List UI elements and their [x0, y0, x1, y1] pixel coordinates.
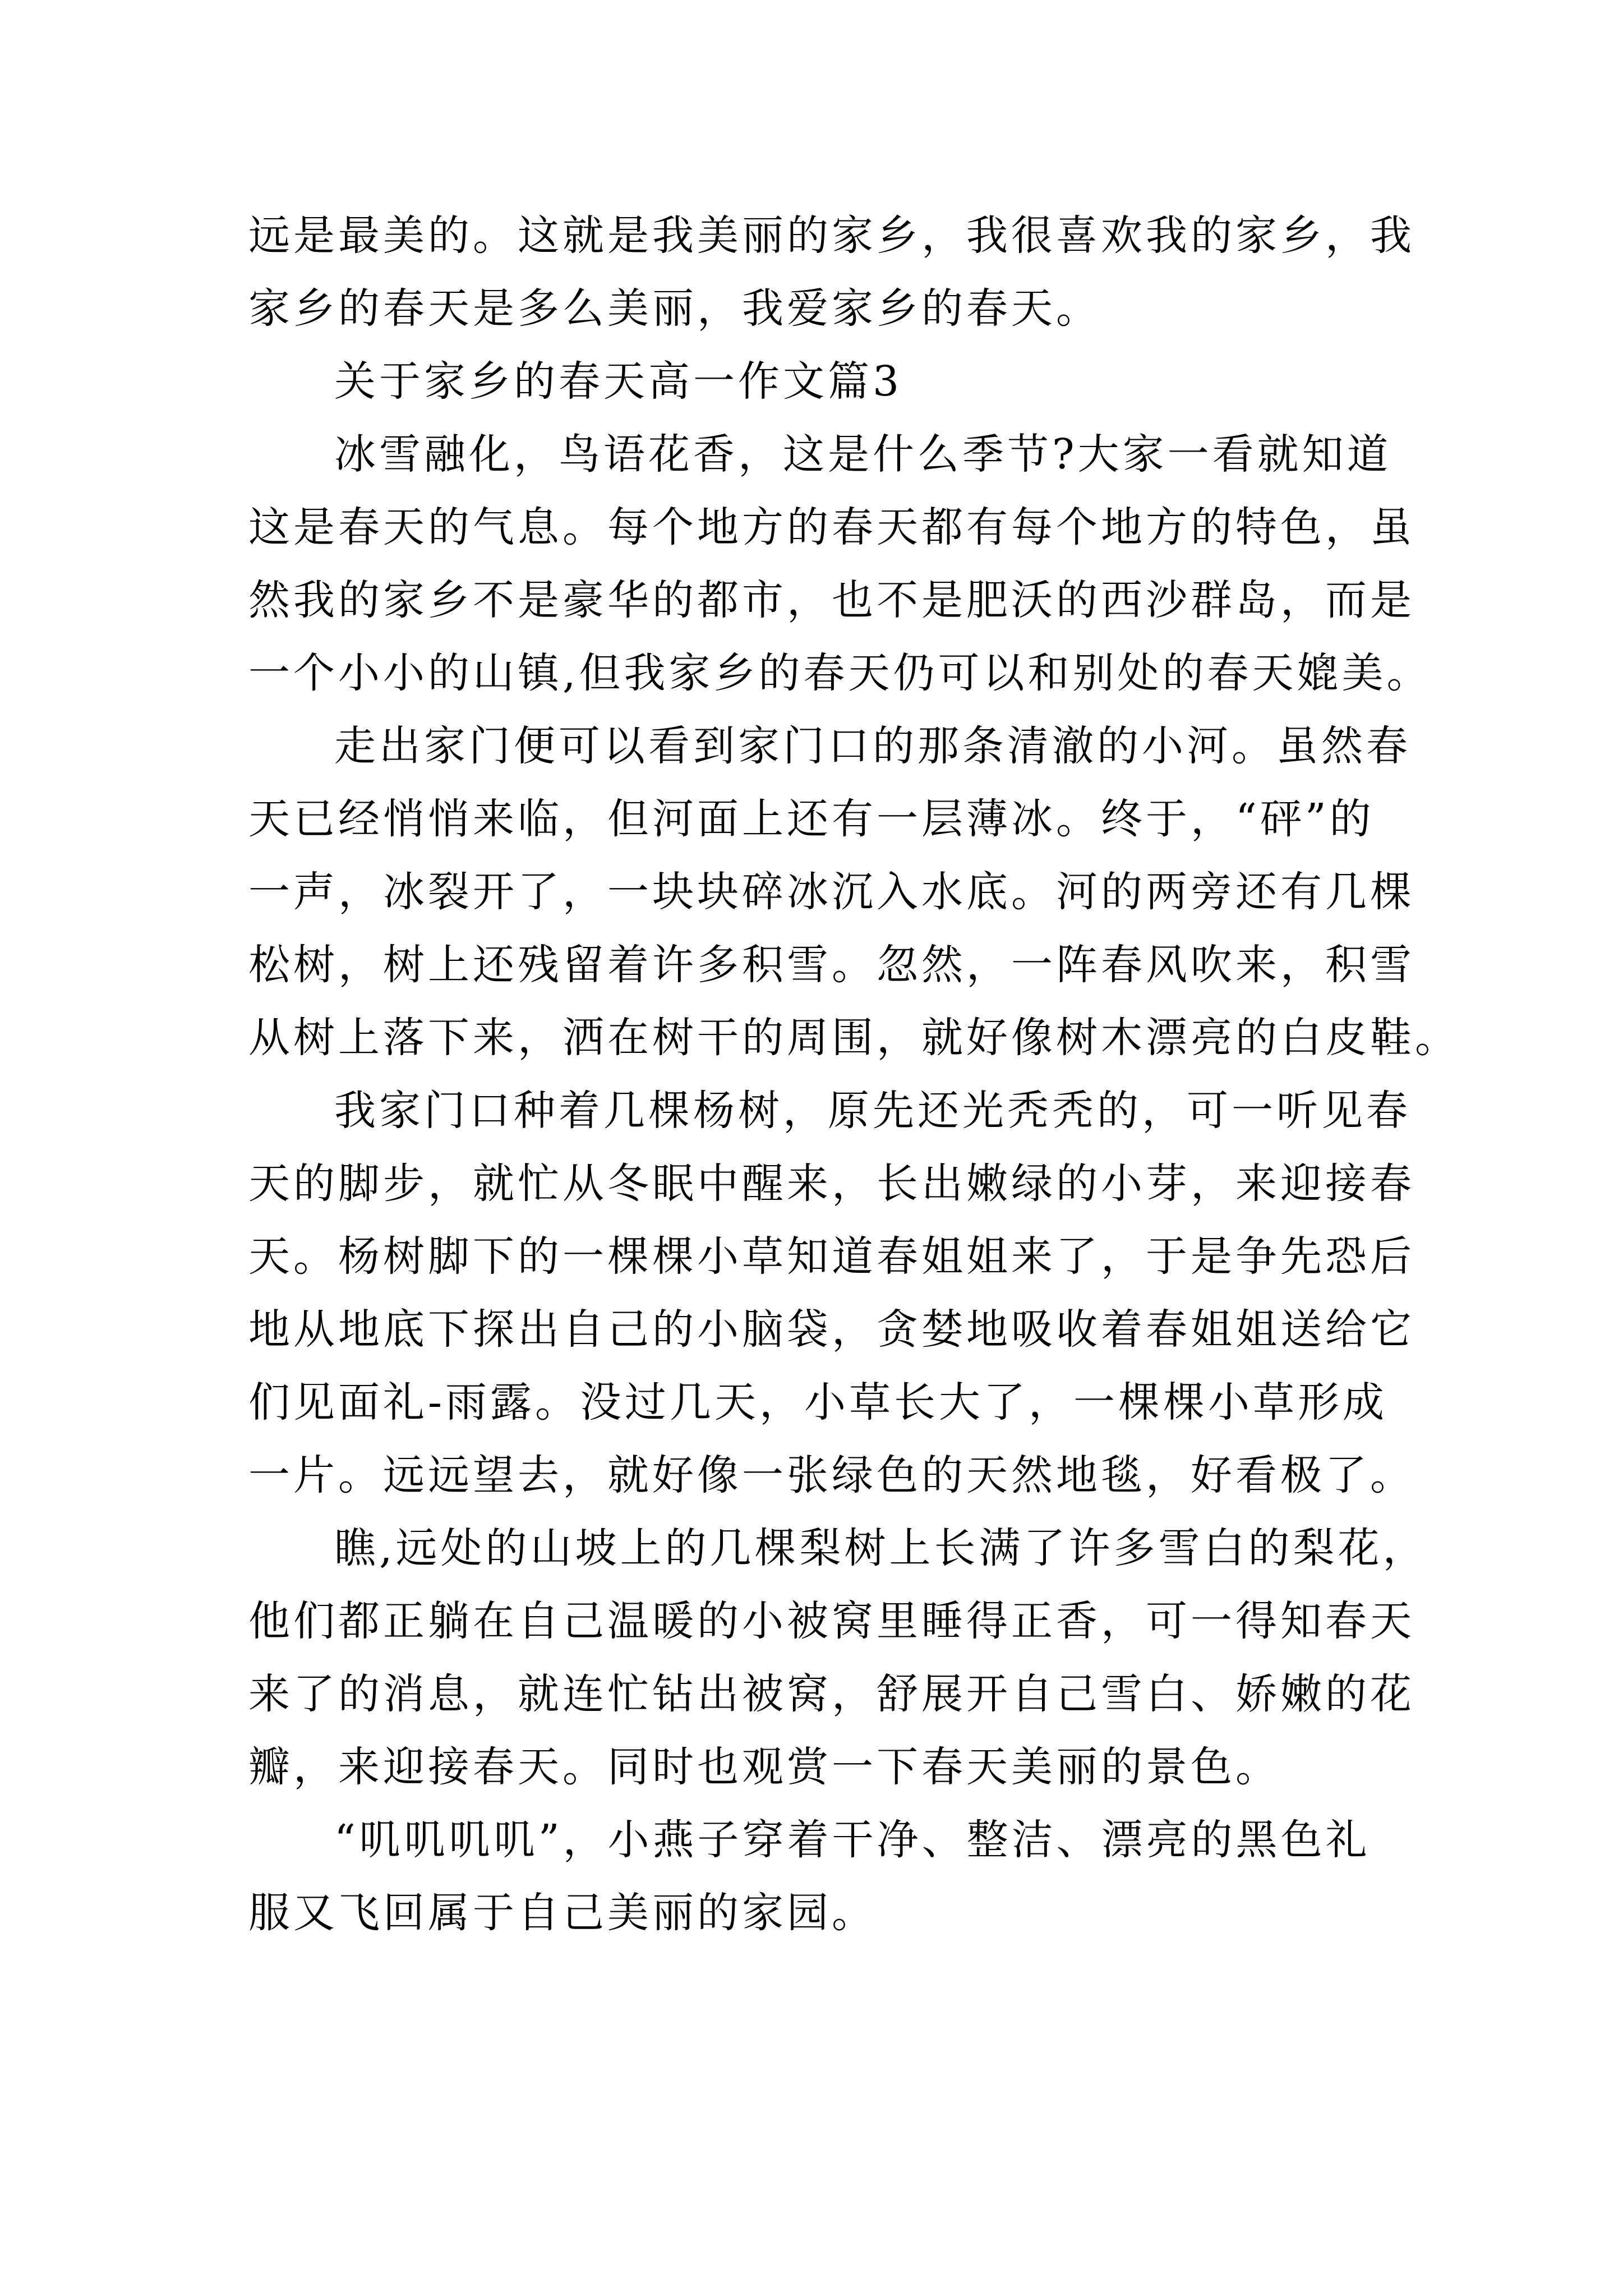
text-line: 地从地底下探出自己的小脑袋，贪婪地吸收着春姐姐送给它 [248, 1305, 1415, 1354]
text-line: 们见面礼-雨露。没过几天，小草长大了，一棵棵小草形成 [248, 1378, 1388, 1427]
text-line: 走出家门便可以看到家门口的那条清澈的小河。虽然春 [334, 722, 1411, 770]
text-line: “叽叽叽叽”，小燕子穿着干净、整洁、漂亮的黑色礼 [334, 1816, 1371, 1864]
section-heading: 关于家乡的春天高一作文篇3 [334, 357, 903, 406]
text-line: 一片。远远望去，就好像一张绿色的天然地毯，好看极了。 [248, 1451, 1415, 1499]
text-line: 他们都正躺在自己温暖的小被窝里睡得正香，可一得知春天 [248, 1597, 1415, 1645]
text-line: 冰雪融化，鸟语花香，这是什么季节?大家一看就知道 [334, 430, 1392, 478]
text-line: 一个小小的山镇,但我家乡的春天仍可以和别处的春天媲美。 [248, 649, 1432, 697]
text-line: 一声，冰裂开了，一块块碎冰沉入水底。河的两旁还有几棵 [248, 868, 1415, 916]
text-line: 瞧,远处的山坡上的几棵梨树上长满了许多雪白的梨花， [334, 1524, 1428, 1572]
text-line: 来了的消息，就连忙钻出被窝，舒展开自己雪白、娇嫩的花 [248, 1670, 1415, 1718]
text-line: 天。杨树脚下的一棵棵小草知道春姐姐来了，于是争先恐后 [248, 1232, 1415, 1281]
text-line: 远是最美的。这就是我美丽的家乡，我很喜欢我的家乡，我 [248, 211, 1415, 260]
text-line: 天的脚步，就忙从冬眠中醒来，长出嫩绿的小芽，来迎接春 [248, 1159, 1415, 1208]
text-line: 从树上落下来，洒在树干的周围，就好像树木漂亮的白皮鞋。 [248, 1014, 1460, 1062]
text-line: 天已经悄悄来临，但河面上还有一层薄冰。终于，“砰”的 [248, 795, 1375, 843]
text-line: 瓣，来迎接春天。同时也观赏一下春天美丽的景色。 [248, 1743, 1280, 1791]
text-line: 我家门口种着几棵杨树，原先还光秃秃的，可一听见春 [334, 1087, 1411, 1135]
text-line: 然我的家乡不是豪华的都市，也不是肥沃的西沙群岛，而是 [248, 576, 1415, 624]
text-line: 这是春天的气息。每个地方的春天都有每个地方的特色，虽 [248, 503, 1415, 551]
text-line: 家乡的春天是多么美丽，我爱家乡的春天。 [248, 284, 1101, 333]
text-line: 服又飞回属于自己美丽的家园。 [248, 1889, 877, 1937]
text-line: 松树，树上还残留着许多积雪。忽然，一阵春风吹来，积雪 [248, 941, 1415, 989]
